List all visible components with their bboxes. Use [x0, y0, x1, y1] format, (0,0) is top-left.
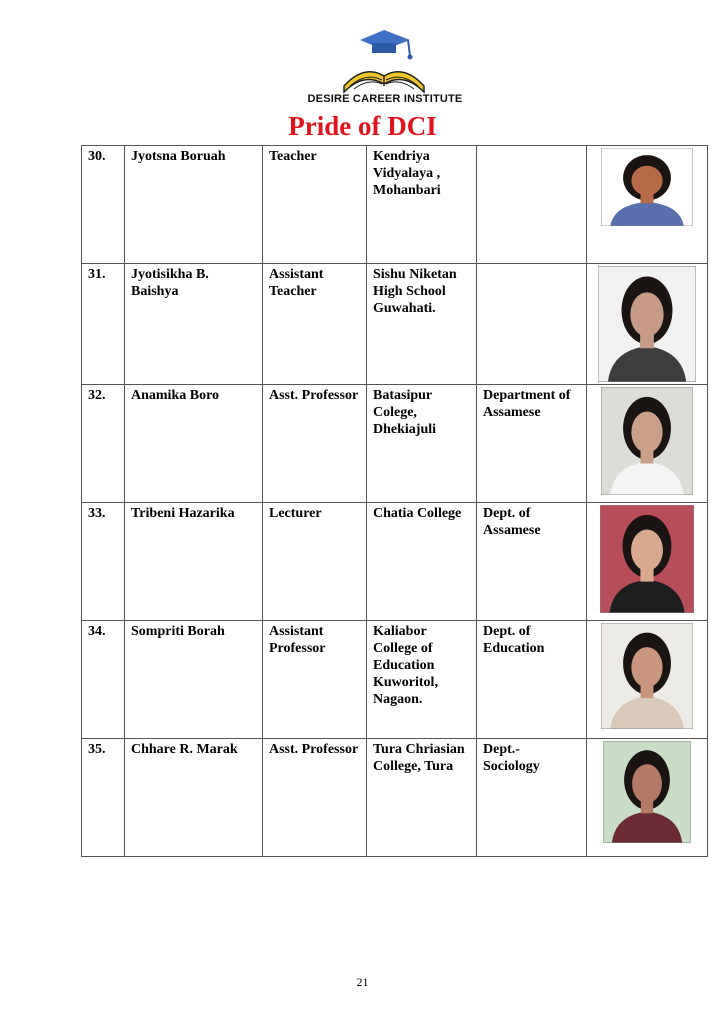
table-row — [82, 621, 708, 739]
row-number: 34. — [82, 621, 125, 739]
photo-cell — [587, 385, 708, 503]
photo-cell — [587, 503, 708, 621]
designation: Teacher — [263, 146, 367, 264]
person-name: Anamika Boro — [125, 385, 263, 503]
person-name: Sompriti Borah — [125, 621, 263, 739]
person-photo — [601, 148, 693, 226]
photo-cell — [587, 621, 708, 739]
table-row — [82, 739, 708, 857]
person-name: Chhare R. Marak — [125, 739, 263, 857]
institution: Sishu Niketan High School Guwahati. — [367, 264, 477, 385]
institution: Batasipur Colege, Dhekiajuli — [367, 385, 477, 503]
person-name: Jyotsna Boruah — [125, 146, 263, 264]
photo-cell — [587, 739, 708, 857]
logo-text: DESIRE CAREER INSTITUTE — [307, 93, 463, 105]
person-name: Tribeni Hazarika — [125, 503, 263, 621]
row-number: 33. — [82, 503, 125, 621]
institution: Chatia College — [367, 503, 477, 621]
department: Dept.- Sociology — [477, 739, 587, 857]
institution: Tura Chriasian College, Tura — [367, 739, 477, 857]
table-row — [82, 385, 708, 503]
department — [477, 146, 587, 264]
person-photo — [600, 505, 694, 613]
person-photo — [601, 387, 693, 495]
department: Dept. of Education — [477, 621, 587, 739]
person-photo — [598, 266, 696, 382]
designation: Asst. Professor — [263, 739, 367, 857]
institution: Kaliabor College of Education Kuworitol, Nagaon. — [367, 621, 477, 739]
institution: Kendriya Vidyalaya , Mohanbari — [367, 146, 477, 264]
designation: Asst. Professor — [263, 385, 367, 503]
row-number: 31. — [82, 264, 125, 385]
page-number: 21 — [356, 975, 369, 989]
table-row — [82, 264, 708, 385]
table-row — [82, 146, 708, 264]
row-number: 32. — [82, 385, 125, 503]
photo-cell — [587, 264, 708, 385]
person-name: Jyotisikha B. Baishya — [125, 264, 263, 385]
designation: Assistant Teacher — [263, 264, 367, 385]
row-number: 30. — [82, 146, 125, 264]
designation: Lecturer — [263, 503, 367, 621]
person-photo — [601, 623, 693, 729]
page-title: Pride of DCI — [288, 111, 437, 141]
table-row — [82, 503, 708, 621]
department: Dept. of Assamese — [477, 503, 587, 621]
photo-cell — [587, 146, 708, 264]
designation: Assistant Professor — [263, 621, 367, 739]
person-photo — [603, 741, 691, 843]
roster-table — [81, 145, 708, 857]
row-number: 35. — [82, 739, 125, 857]
department: Department of Assamese — [477, 385, 587, 503]
department — [477, 264, 587, 385]
